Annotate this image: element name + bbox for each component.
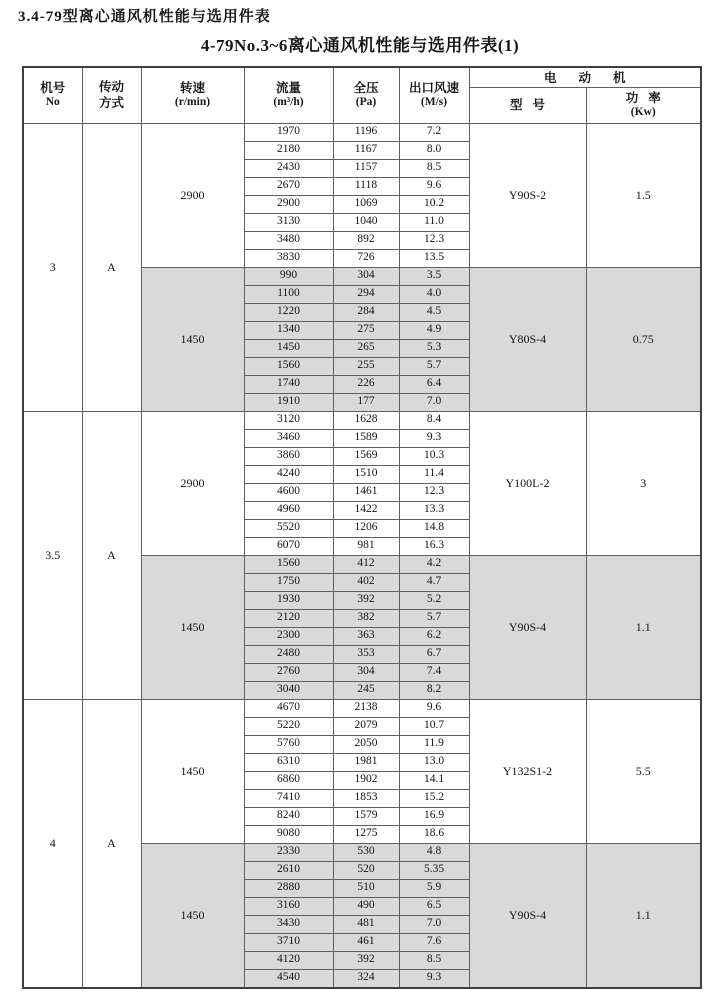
flow-cell: 990	[244, 267, 333, 285]
motor-power-cell: 0.75	[586, 267, 701, 411]
pressure-cell: 2138	[333, 699, 399, 717]
flow-cell: 4540	[244, 969, 333, 988]
flow-cell: 3430	[244, 915, 333, 933]
pressure-cell: 2079	[333, 717, 399, 735]
velocity-cell: 9.3	[399, 969, 469, 988]
velocity-cell: 4.0	[399, 285, 469, 303]
velocity-cell: 4.9	[399, 321, 469, 339]
pressure-cell: 353	[333, 645, 399, 663]
velocity-cell: 8.2	[399, 681, 469, 699]
flow-cell: 1340	[244, 321, 333, 339]
motor-power-cell: 1.1	[586, 843, 701, 988]
pressure-cell: 1589	[333, 429, 399, 447]
col-header-motor-model	[469, 87, 586, 123]
pressure-cell: 1579	[333, 807, 399, 825]
motor-model-cell: Y90S-4	[469, 555, 586, 699]
velocity-cell: 6.4	[399, 375, 469, 393]
pressure-cell: 392	[333, 951, 399, 969]
pressure-cell: 226	[333, 375, 399, 393]
velocity-cell: 8.4	[399, 411, 469, 429]
table-row	[23, 411, 701, 429]
flow-cell: 2430	[244, 159, 333, 177]
flow-cell: 2300	[244, 627, 333, 645]
velocity-cell: 13.5	[399, 249, 469, 267]
col-header-subtext: (Pa)	[355, 96, 377, 109]
flow-cell: 4960	[244, 501, 333, 519]
pressure-cell: 363	[333, 627, 399, 645]
velocity-cell: 6.5	[399, 897, 469, 915]
velocity-cell: 16.3	[399, 537, 469, 555]
col-header-subtext: (m³/h)	[273, 96, 304, 109]
velocity-cell: 4.5	[399, 303, 469, 321]
pressure-cell: 490	[333, 897, 399, 915]
flow-cell: 1750	[244, 573, 333, 591]
pressure-cell: 892	[333, 231, 399, 249]
flow-cell: 1560	[244, 555, 333, 573]
flow-cell: 2900	[244, 195, 333, 213]
flow-cell: 1450	[244, 339, 333, 357]
flow-cell: 3160	[244, 897, 333, 915]
col-header-text: 电动机	[544, 71, 648, 86]
velocity-cell: 11.9	[399, 735, 469, 753]
pressure-cell: 275	[333, 321, 399, 339]
velocity-cell: 10.3	[399, 447, 469, 465]
pressure-cell: 304	[333, 267, 399, 285]
flow-cell: 3710	[244, 933, 333, 951]
velocity-cell: 7.6	[399, 933, 469, 951]
pressure-cell: 530	[333, 843, 399, 861]
velocity-cell: 9.6	[399, 177, 469, 195]
drive-type-cell: A	[82, 123, 141, 411]
velocity-cell: 7.0	[399, 915, 469, 933]
pressure-cell: 1118	[333, 177, 399, 195]
pressure-cell: 1510	[333, 465, 399, 483]
table-title: 4-79No.3~6离心通风机性能与选用件表(1)	[200, 36, 520, 55]
motor-model-cell: Y80S-4	[469, 267, 586, 411]
velocity-cell: 7.0	[399, 393, 469, 411]
velocity-cell: 7.4	[399, 663, 469, 681]
motor-model-cell: Y90S-4	[469, 843, 586, 988]
velocity-cell: 9.3	[399, 429, 469, 447]
velocity-cell: 18.6	[399, 825, 469, 843]
pressure-cell: 1196	[333, 123, 399, 141]
table-row	[23, 123, 701, 141]
pressure-cell: 1569	[333, 447, 399, 465]
flow-cell: 5760	[244, 735, 333, 753]
pressure-cell: 1157	[333, 159, 399, 177]
speed-cell: 1450	[141, 267, 244, 411]
pressure-cell: 324	[333, 969, 399, 988]
flow-cell: 4670	[244, 699, 333, 717]
pressure-cell: 981	[333, 537, 399, 555]
flow-cell: 4120	[244, 951, 333, 969]
pressure-cell: 2050	[333, 735, 399, 753]
flow-cell: 1910	[244, 393, 333, 411]
flow-cell: 2670	[244, 177, 333, 195]
col-header-subtext: No	[45, 96, 60, 109]
velocity-cell: 12.3	[399, 483, 469, 501]
speed-cell: 1450	[141, 699, 244, 843]
speed-cell: 2900	[141, 123, 244, 267]
pressure-cell: 510	[333, 879, 399, 897]
flow-cell: 3860	[244, 447, 333, 465]
flow-cell: 1930	[244, 591, 333, 609]
pressure-cell: 1853	[333, 789, 399, 807]
page-title: 3.4-79型离心通风机性能与选用件表	[18, 9, 271, 25]
flow-cell: 9080	[244, 825, 333, 843]
flow-cell: 2760	[244, 663, 333, 681]
machine-no-cell: 3	[23, 123, 82, 411]
col-header-pressure	[333, 67, 399, 123]
velocity-cell: 8.5	[399, 159, 469, 177]
motor-power-cell: 5.5	[586, 699, 701, 843]
pressure-cell: 255	[333, 357, 399, 375]
velocity-cell: 5.35	[399, 861, 469, 879]
flow-cell: 4240	[244, 465, 333, 483]
col-header-drive	[82, 67, 141, 123]
flow-cell: 6070	[244, 537, 333, 555]
velocity-cell: 8.5	[399, 951, 469, 969]
pressure-cell: 265	[333, 339, 399, 357]
col-header-text: 流量	[275, 81, 301, 96]
col-header-text: 转速	[179, 81, 205, 96]
col-header-text: 传动	[98, 80, 124, 94]
table-row	[23, 699, 701, 717]
flow-cell: 2180	[244, 141, 333, 159]
flow-cell: 3460	[244, 429, 333, 447]
pressure-cell: 412	[333, 555, 399, 573]
flow-cell: 2480	[244, 645, 333, 663]
motor-model-cell: Y100L-2	[469, 411, 586, 555]
col-header-machine-no	[23, 67, 82, 123]
flow-cell: 2880	[244, 879, 333, 897]
velocity-cell: 11.0	[399, 213, 469, 231]
col-header-text: 全压	[353, 81, 379, 96]
col-header-speed	[141, 67, 244, 123]
drive-type-cell: A	[82, 411, 141, 699]
pressure-cell: 304	[333, 663, 399, 681]
velocity-cell: 4.2	[399, 555, 469, 573]
velocity-cell: 14.8	[399, 519, 469, 537]
flow-cell: 5520	[244, 519, 333, 537]
pressure-cell: 245	[333, 681, 399, 699]
speed-cell: 1450	[141, 843, 244, 988]
flow-cell: 1560	[244, 357, 333, 375]
motor-power-cell: 1.5	[586, 123, 701, 267]
flow-cell: 3830	[244, 249, 333, 267]
col-header-text: 型号	[509, 97, 555, 112]
velocity-cell: 5.9	[399, 879, 469, 897]
speed-cell: 1450	[141, 555, 244, 699]
flow-cell: 1970	[244, 123, 333, 141]
velocity-cell: 15.2	[399, 789, 469, 807]
motor-power-cell: 1.1	[586, 555, 701, 699]
flow-cell: 3040	[244, 681, 333, 699]
pressure-cell: 1167	[333, 141, 399, 159]
pressure-cell: 284	[333, 303, 399, 321]
fan-performance-table	[22, 66, 702, 989]
col-header-subtext: (r/min)	[174, 96, 211, 109]
velocity-cell: 9.6	[399, 699, 469, 717]
flow-cell: 8240	[244, 807, 333, 825]
velocity-cell: 10.7	[399, 717, 469, 735]
pressure-cell: 1461	[333, 483, 399, 501]
speed-cell: 2900	[141, 411, 244, 555]
velocity-cell: 13.3	[399, 501, 469, 519]
velocity-cell: 4.8	[399, 843, 469, 861]
velocity-cell: 7.2	[399, 123, 469, 141]
col-header-subtext: 方式	[98, 96, 124, 111]
col-header-flow	[244, 67, 333, 123]
velocity-cell: 5.2	[399, 591, 469, 609]
pressure-cell: 520	[333, 861, 399, 879]
col-header-text: 功率	[625, 90, 671, 105]
velocity-cell: 13.0	[399, 753, 469, 771]
velocity-cell: 10.2	[399, 195, 469, 213]
pressure-cell: 1422	[333, 501, 399, 519]
velocity-cell: 16.9	[399, 807, 469, 825]
pressure-cell: 1628	[333, 411, 399, 429]
velocity-cell: 5.7	[399, 357, 469, 375]
flow-cell: 3120	[244, 411, 333, 429]
pressure-cell: 1902	[333, 771, 399, 789]
pressure-cell: 1040	[333, 213, 399, 231]
motor-power-cell: 3	[586, 411, 701, 555]
col-header-subtext: (M/s)	[420, 96, 448, 109]
velocity-cell: 12.3	[399, 231, 469, 249]
velocity-cell: 3.5	[399, 267, 469, 285]
pressure-cell: 177	[333, 393, 399, 411]
flow-cell: 1740	[244, 375, 333, 393]
machine-no-cell: 3.5	[23, 411, 82, 699]
velocity-cell: 11.4	[399, 465, 469, 483]
flow-cell: 4600	[244, 483, 333, 501]
pressure-cell: 402	[333, 573, 399, 591]
pressure-cell: 1069	[333, 195, 399, 213]
pressure-cell: 461	[333, 933, 399, 951]
velocity-cell: 4.7	[399, 573, 469, 591]
drive-type-cell: A	[82, 699, 141, 988]
flow-cell: 3130	[244, 213, 333, 231]
flow-cell: 2330	[244, 843, 333, 861]
flow-cell: 6860	[244, 771, 333, 789]
fan-table-body	[23, 123, 701, 988]
flow-cell: 2120	[244, 609, 333, 627]
col-header-subtext: (Kw)	[630, 106, 656, 119]
flow-cell: 7410	[244, 789, 333, 807]
motor-model-cell: Y132S1-2	[469, 699, 586, 843]
pressure-cell: 294	[333, 285, 399, 303]
pressure-cell: 392	[333, 591, 399, 609]
velocity-cell: 6.7	[399, 645, 469, 663]
pressure-cell: 382	[333, 609, 399, 627]
col-header-velocity	[399, 67, 469, 123]
velocity-cell: 14.1	[399, 771, 469, 789]
col-header-text: 机号	[40, 81, 66, 96]
pressure-cell: 1275	[333, 825, 399, 843]
flow-cell: 5220	[244, 717, 333, 735]
velocity-cell: 5.3	[399, 339, 469, 357]
col-header-motor-group	[469, 67, 701, 87]
flow-cell: 1220	[244, 303, 333, 321]
velocity-cell: 8.0	[399, 141, 469, 159]
col-header-text: 出口风速	[408, 81, 459, 96]
velocity-cell: 5.7	[399, 609, 469, 627]
flow-cell: 6310	[244, 753, 333, 771]
pressure-cell: 1981	[333, 753, 399, 771]
flow-cell: 3480	[244, 231, 333, 249]
machine-no-cell: 4	[23, 699, 82, 988]
flow-cell: 1100	[244, 285, 333, 303]
pressure-cell: 726	[333, 249, 399, 267]
table-header	[23, 67, 701, 123]
pressure-cell: 1206	[333, 519, 399, 537]
motor-model-cell: Y90S-2	[469, 123, 586, 267]
velocity-cell: 6.2	[399, 627, 469, 645]
col-header-motor-power	[586, 87, 701, 123]
flow-cell: 2610	[244, 861, 333, 879]
pressure-cell: 481	[333, 915, 399, 933]
